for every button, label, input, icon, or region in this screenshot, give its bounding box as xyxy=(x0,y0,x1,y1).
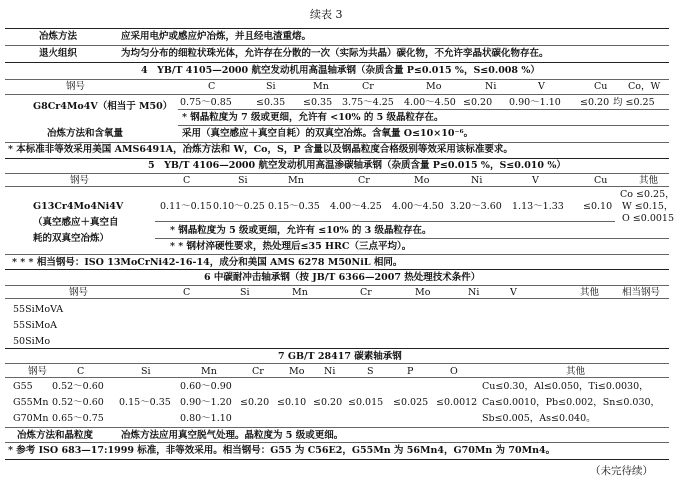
col-header: Ni xyxy=(485,81,497,92)
col-header: 钢号 xyxy=(66,81,86,92)
grade-name: G70Mn xyxy=(13,413,49,424)
col-header: Si xyxy=(240,287,250,298)
cell: 0.10～0.25 xyxy=(213,201,265,212)
cell: 4.00～4.50 xyxy=(392,201,444,212)
grade-name: G55Mn xyxy=(13,397,49,408)
cell: Cu≤0.30，Al≤0.050，Ti≤0.0030， xyxy=(482,381,649,392)
footnote: * 本标准非等效采用美国 AMS6491A，冶炼方法和 W，Co，S，P 含量以及钢晶粒度合格级别等效采用该标准要求。 xyxy=(8,144,513,155)
row-text: 应采用电炉或感应炉冶炼，并且经电渣重熔。 xyxy=(121,31,312,42)
cell: 均 ≤0.25 xyxy=(613,97,655,108)
col-header: C xyxy=(183,175,191,186)
cell: ≤0.0012 xyxy=(436,397,478,408)
col-header: 其他 xyxy=(639,175,659,186)
rule xyxy=(155,238,669,239)
col-header: Co，W xyxy=(628,81,661,92)
col-header: 其他 xyxy=(580,287,600,298)
cell: ≤0.35 xyxy=(256,97,286,108)
cell: 0.15～0.35 xyxy=(268,201,320,212)
rule xyxy=(5,158,669,159)
col-header: Si xyxy=(238,175,248,186)
row-text: 冶炼方法应用真空脱气处理。晶粒度为 5 级或更细。 xyxy=(121,430,344,441)
grade-name: 55SiMoA xyxy=(13,320,57,331)
rule xyxy=(5,298,669,299)
col-header: Mn xyxy=(201,366,217,377)
rule xyxy=(178,109,669,110)
section-title: 5 YB/T 4106—2000 航空发动机用高温渗碳轴承钢（杂质含量 P≤0.015 %，S≤0.010 %） xyxy=(148,160,566,171)
cell: 0.60～0.90 xyxy=(180,381,232,392)
note: * * 钢材淬硬性要求，热处理后≤35 HRC（三点平均）。 xyxy=(170,241,412,252)
col-header: Mo xyxy=(289,366,305,377)
cell: 4.00～4.25 xyxy=(330,201,382,212)
cell: 0.15～0.35 xyxy=(119,397,171,408)
other-cell: W ≤0.15， xyxy=(622,201,674,212)
cell: 0.65～0.75 xyxy=(52,413,104,424)
cell: ≤0.20 xyxy=(240,397,270,408)
cell: ≤0.015 xyxy=(348,397,384,408)
rule xyxy=(5,442,669,443)
col-header: 钢号 xyxy=(70,175,90,186)
col-header: O xyxy=(450,366,458,377)
rule xyxy=(5,348,669,349)
col-header: S xyxy=(367,366,374,377)
col-header: Mn xyxy=(288,175,304,186)
cell: 0.75～0.85 xyxy=(180,97,232,108)
cell: 3.20～3.60 xyxy=(450,201,502,212)
grade-name: 50SiMo xyxy=(13,336,51,347)
col-header: Ni xyxy=(471,175,483,186)
cell: 0.90～1.10 xyxy=(509,97,561,108)
rule xyxy=(5,186,669,187)
rule xyxy=(5,285,669,286)
cell: Sb≤0.005，As≤0.040。 xyxy=(482,413,596,424)
row-label: 冶炼方法和含氧量 xyxy=(47,128,124,139)
col-header: 钢号 xyxy=(69,287,89,298)
col-header: 其他 xyxy=(566,366,586,377)
rule xyxy=(5,363,669,364)
rule xyxy=(5,79,669,80)
col-header: C xyxy=(77,366,85,377)
rule xyxy=(5,254,669,255)
cell: 3.75～4.25 xyxy=(342,97,394,108)
cell: 0.80～1.10 xyxy=(180,413,232,424)
col-header: Si xyxy=(266,81,276,92)
grade-name: G8Cr4Mo4V（相当于 M50） xyxy=(33,101,173,112)
row-text: 为均匀分布的细粒状珠光体，允许存在分散的一次（实际为共晶）碳化物，不允许孪晶状碳化物存在。 xyxy=(121,48,549,59)
cell: 0.90～1.20 xyxy=(180,397,232,408)
section-title: 4 YB/T 4105—2000 航空发动机用高温轴承钢（杂质含量 P≤0.015 %，S≤0.008 %） xyxy=(141,65,540,76)
grade-note: （真空感应＋真空自 xyxy=(33,217,119,228)
cell: 0.11～0.15 xyxy=(160,201,212,212)
col-header: Cr xyxy=(360,287,372,298)
rule xyxy=(5,269,669,270)
col-header: P xyxy=(407,366,414,377)
col-header: Ni xyxy=(468,287,480,298)
table-bottom-rule xyxy=(5,459,669,460)
cell: ≤0.20 xyxy=(580,97,610,108)
grade-name: G13Cr4Mo4Ni4V xyxy=(33,201,124,212)
col-header: V xyxy=(538,81,545,92)
row-text: 采用（真空感应＋真空自耗）的双真空冶炼。含氧量 O≤10×10⁻⁶。 xyxy=(182,128,474,139)
cell: ≤0.35 xyxy=(303,97,333,108)
other-cell: Co ≤0.25， xyxy=(620,189,675,200)
cell: ≤0.10 xyxy=(277,397,307,408)
col-header: Si xyxy=(141,366,151,377)
col-header: V xyxy=(510,287,517,298)
rule xyxy=(155,221,615,222)
rule xyxy=(5,427,669,428)
cell: ≤0.10 xyxy=(583,201,613,212)
footnote: * * * 相当钢号：ISO 13MoCrNi42-16-14，成分和美国 AMS 6278 M50NiL 相同。 xyxy=(12,257,403,268)
cell: ≤0.025 xyxy=(393,397,429,408)
col-header: Cu xyxy=(594,175,608,186)
col-header: Cr xyxy=(358,175,370,186)
section-title: 7 GB/T 28417 碳素轴承钢 xyxy=(278,351,402,362)
table-top-rule xyxy=(5,28,669,29)
row-label: 冶炼方法和晶粒度 xyxy=(17,430,94,441)
rule xyxy=(178,125,669,126)
rule xyxy=(5,62,669,63)
cell: ≤0.20 xyxy=(313,397,343,408)
note: * 钢晶粒度为 7 级或更细，允许有 <10% 的 5 级晶粒存在。 xyxy=(182,112,444,123)
rule xyxy=(5,173,669,174)
col-header: Ni xyxy=(324,366,336,377)
rule xyxy=(5,142,669,143)
col-header: Mo xyxy=(414,175,430,186)
col-header: Cr xyxy=(362,81,374,92)
col-header: Cu xyxy=(594,81,608,92)
cell: 0.52～0.60 xyxy=(52,381,104,392)
grade-name: G55 xyxy=(13,381,33,392)
cell: Ca≤0.0010，Pb≤0.002，Sn≤0.030， xyxy=(482,397,661,408)
other-cell: O ≤0.0015 xyxy=(622,213,675,224)
note: * 钢晶粒度为 5 级或更细，允许有 ≤10% 的 3 级晶粒存在。 xyxy=(170,225,432,236)
cell: 1.13～1.33 xyxy=(512,201,564,212)
cell: 4.00～4.50 xyxy=(404,97,456,108)
col-header: 相当钢号 xyxy=(622,287,661,298)
row-label: 冶炼方法 xyxy=(39,31,78,42)
grade-note: 耗的双真空冶炼） xyxy=(33,233,110,244)
rule xyxy=(5,94,669,95)
rule xyxy=(5,45,669,46)
col-header: C xyxy=(208,81,216,92)
col-header: Mo xyxy=(426,81,442,92)
col-header: V xyxy=(532,175,539,186)
col-header: Mn xyxy=(313,81,329,92)
col-header: 钢号 xyxy=(28,366,48,377)
table-title: 续表 3 xyxy=(310,8,343,21)
col-header: Cr xyxy=(252,366,264,377)
continued-label: （未完待续） xyxy=(590,465,653,477)
row-label: 退火组织 xyxy=(39,48,78,59)
grade-name: 55SiMoVA xyxy=(13,304,64,315)
cell: ≤0.20 xyxy=(463,97,493,108)
col-header: Mn xyxy=(292,287,308,298)
section-title: 6 中碳耐冲击轴承钢（按 JB/T 6366—2007 热处理技术条件） xyxy=(204,272,481,283)
cell: 0.52～0.60 xyxy=(52,397,104,408)
footnote: * 参考 ISO 683—17:1999 标准，非等效采用。相当钢号：G55 为 C56E2，G55Mn 为 56Mn4，G70Mn 为 70Mn4。 xyxy=(8,445,556,456)
col-header: Mo xyxy=(415,287,431,298)
col-header: C xyxy=(183,287,191,298)
